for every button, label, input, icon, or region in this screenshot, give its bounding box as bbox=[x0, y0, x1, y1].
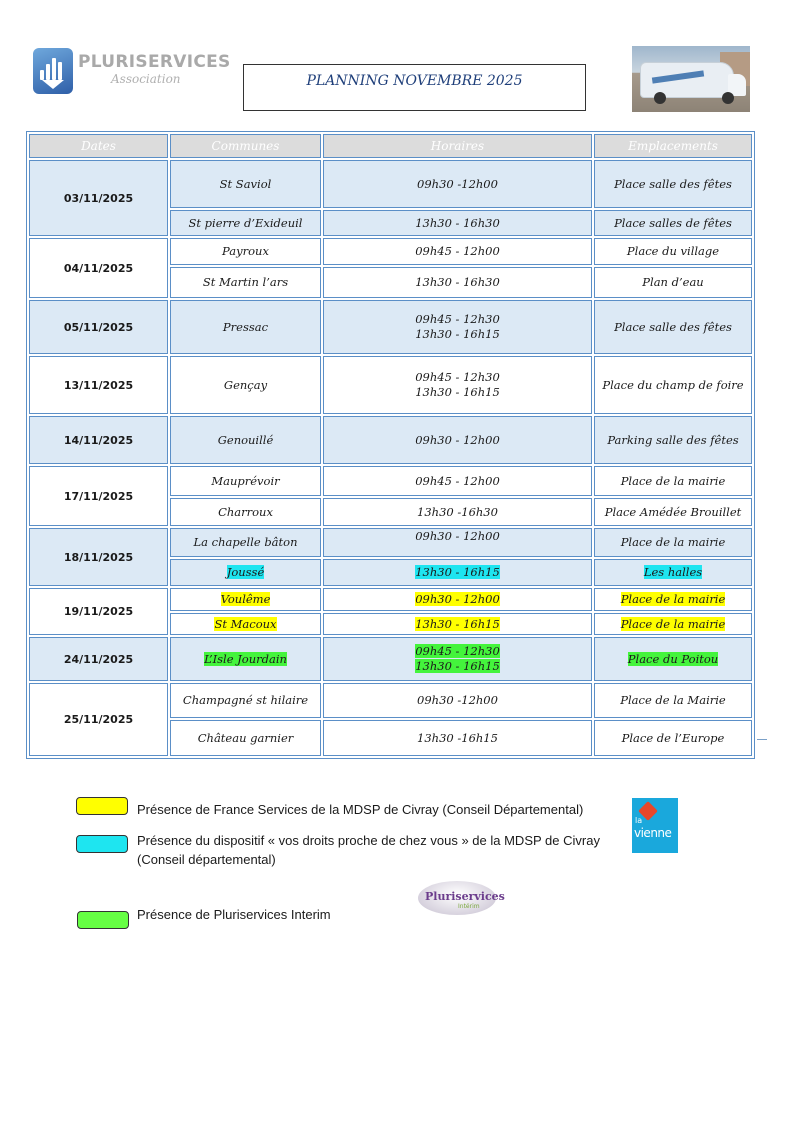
horaires-highlight: 13h30 - 16h15 bbox=[415, 616, 500, 631]
commune-cell: Château garnier bbox=[170, 720, 321, 756]
horaires-cell bbox=[323, 637, 592, 681]
commune-highlight: Joussé bbox=[226, 565, 265, 579]
emplacement-cell: Place de la mairie bbox=[594, 466, 752, 496]
horaire-morning: 09h45 - 12h30 bbox=[415, 370, 500, 384]
emplacement-cell: Parking salle des fêtes bbox=[594, 416, 752, 464]
horaires-cell: 09h30 -12h00 bbox=[323, 683, 592, 718]
pluri-interim-name: Pluriservices bbox=[425, 890, 505, 903]
table-row bbox=[29, 528, 752, 557]
emplacement-cell: Place du champ de foire bbox=[594, 356, 752, 414]
date-cell: 19/11/2025 bbox=[29, 588, 168, 635]
emplacement-cell bbox=[594, 559, 752, 586]
commune-cell: St Martin l’ars bbox=[170, 267, 321, 298]
planning-table bbox=[26, 131, 755, 759]
date-cell: 05/11/2025 bbox=[29, 300, 168, 354]
vienne-logo-text: vienne bbox=[634, 826, 672, 840]
emplacement-cell: Place de l’Europe bbox=[594, 720, 752, 756]
emplacement-cell: Place de la mairie bbox=[594, 528, 752, 557]
commune-highlight: St Macoux bbox=[214, 616, 277, 631]
commune-cell: Gençay bbox=[170, 356, 321, 414]
horaires-cell bbox=[323, 300, 592, 354]
table-row bbox=[29, 637, 752, 681]
emplacement-highlight: Les halles bbox=[643, 565, 703, 579]
legend-swatch-yellow bbox=[76, 797, 128, 815]
emplacement-cell: Place salles de fêtes bbox=[594, 210, 752, 236]
commune-cell: Pressac bbox=[170, 300, 321, 354]
table-row bbox=[29, 160, 752, 208]
emplacement-cell bbox=[594, 637, 752, 681]
table-row bbox=[29, 683, 752, 718]
horaires-cell: 09h30 - 12h00 bbox=[323, 528, 592, 557]
pluriservices-logo bbox=[33, 48, 231, 98]
horaires-cell: 13h30 -16h15 bbox=[323, 720, 592, 756]
page-title-box bbox=[243, 64, 586, 111]
date-cell: 03/11/2025 bbox=[29, 160, 168, 236]
horaires-cell: 13h30 - 16h30 bbox=[323, 267, 592, 298]
legend-text-yellow: Présence de France Services de la MDSP de Civray (Conseil Départemental) bbox=[137, 802, 584, 817]
table-row bbox=[29, 356, 752, 414]
date-cell: 17/11/2025 bbox=[29, 466, 168, 526]
horaires-cell: 09h45 - 12h00 bbox=[323, 466, 592, 496]
emplacement-cell bbox=[594, 613, 752, 635]
horaires-highlight: 13h30 - 16h15 bbox=[415, 565, 500, 579]
horaires-highlight: 09h30 - 12h00 bbox=[415, 592, 500, 606]
horaires-cell: 13h30 - 16h30 bbox=[323, 210, 592, 236]
logo-name: PLURISERVICES bbox=[78, 52, 231, 72]
commune-highlight: Voulême bbox=[220, 592, 271, 606]
horaires-cell bbox=[323, 559, 592, 586]
emplacement-cell: Plan d’eau bbox=[594, 267, 752, 298]
header-emplacements: Emplacements bbox=[594, 134, 752, 158]
van-photo bbox=[632, 46, 750, 112]
commune-cell: Charroux bbox=[170, 498, 321, 526]
legend-text-cyan-2: (Conseil départemental) bbox=[137, 852, 276, 867]
horaire-morning: 09h45 - 12h30 bbox=[415, 644, 500, 658]
side-rule bbox=[757, 739, 767, 740]
table-header-row bbox=[29, 134, 752, 158]
emplacement-highlight: Place de la mairie bbox=[620, 616, 726, 631]
emplacement-highlight: Place de la mairie bbox=[620, 592, 726, 606]
commune-cell bbox=[170, 559, 321, 586]
emplacement-cell: Place du village bbox=[594, 238, 752, 265]
pluriservices-interim-logo bbox=[418, 879, 505, 917]
horaires-cell bbox=[323, 588, 592, 611]
horaire-afternoon: 13h30 - 16h15 bbox=[415, 659, 500, 673]
legend-swatch-green bbox=[77, 911, 129, 929]
commune-cell: St pierre d’Exideuil bbox=[170, 210, 321, 236]
table-row bbox=[29, 300, 752, 354]
commune-cell: Payroux bbox=[170, 238, 321, 265]
emplacement-cell bbox=[594, 588, 752, 611]
legend-text-green: Présence de Pluriservices Interim bbox=[137, 907, 331, 922]
commune-cell bbox=[170, 588, 321, 611]
date-cell: 25/11/2025 bbox=[29, 683, 168, 756]
table-row bbox=[29, 588, 752, 611]
horaires-cell: 09h45 - 12h00 bbox=[323, 238, 592, 265]
commune-highlight: L’Isle Jourdain bbox=[204, 651, 287, 666]
horaires-cell: 13h30 -16h30 bbox=[323, 498, 592, 526]
table-row bbox=[29, 466, 752, 496]
commune-cell bbox=[170, 613, 321, 635]
page-title: PLANNING NOVEMBRE 2025 bbox=[306, 73, 523, 89]
date-cell: 24/11/2025 bbox=[29, 637, 168, 681]
horaire-afternoon: 13h30 - 16h15 bbox=[415, 385, 500, 399]
pluri-interim-sub: Intérim bbox=[458, 903, 480, 910]
commune-cell bbox=[170, 637, 321, 681]
horaire-morning: 09h45 - 12h30 bbox=[415, 312, 500, 326]
horaires-cell bbox=[323, 356, 592, 414]
date-cell: 14/11/2025 bbox=[29, 416, 168, 464]
commune-cell: Mauprévoir bbox=[170, 466, 321, 496]
horaires-cell bbox=[323, 613, 592, 635]
emplacement-cell: Place Amédée Brouillet bbox=[594, 498, 752, 526]
logo-mark-icon bbox=[33, 48, 73, 94]
commune-cell: La chapelle bâton bbox=[170, 528, 321, 557]
emplacement-cell: Place de la Mairie bbox=[594, 683, 752, 718]
table-row bbox=[29, 238, 752, 265]
legend-swatch-cyan bbox=[76, 835, 128, 853]
date-cell: 13/11/2025 bbox=[29, 356, 168, 414]
emplacement-cell: Place salle des fêtes bbox=[594, 160, 752, 208]
header-communes: Communes bbox=[170, 134, 321, 158]
horaire-afternoon: 13h30 - 16h15 bbox=[415, 327, 500, 341]
emplacement-highlight: Place du Poitou bbox=[627, 651, 719, 666]
logo-subtitle: Association bbox=[111, 72, 181, 86]
emplacement-cell: Place salle des fêtes bbox=[594, 300, 752, 354]
commune-cell: St Saviol bbox=[170, 160, 321, 208]
header-horaires: Horaires bbox=[323, 134, 592, 158]
commune-cell: Genouillé bbox=[170, 416, 321, 464]
date-cell: 04/11/2025 bbox=[29, 238, 168, 298]
vienne-logo-small: la bbox=[635, 816, 643, 825]
vienne-logo bbox=[632, 798, 678, 853]
commune-cell: Champagné st hilaire bbox=[170, 683, 321, 718]
header-dates: Dates bbox=[29, 134, 168, 158]
horaires-cell: 09h30 - 12h00 bbox=[323, 416, 592, 464]
horaires-cell: 09h30 -12h00 bbox=[323, 160, 592, 208]
table-row bbox=[29, 416, 752, 464]
date-cell: 18/11/2025 bbox=[29, 528, 168, 586]
legend-text-cyan-1: Présence du dispositif « vos droits proche de chez vous » de la MDSP de Civray bbox=[137, 833, 600, 848]
